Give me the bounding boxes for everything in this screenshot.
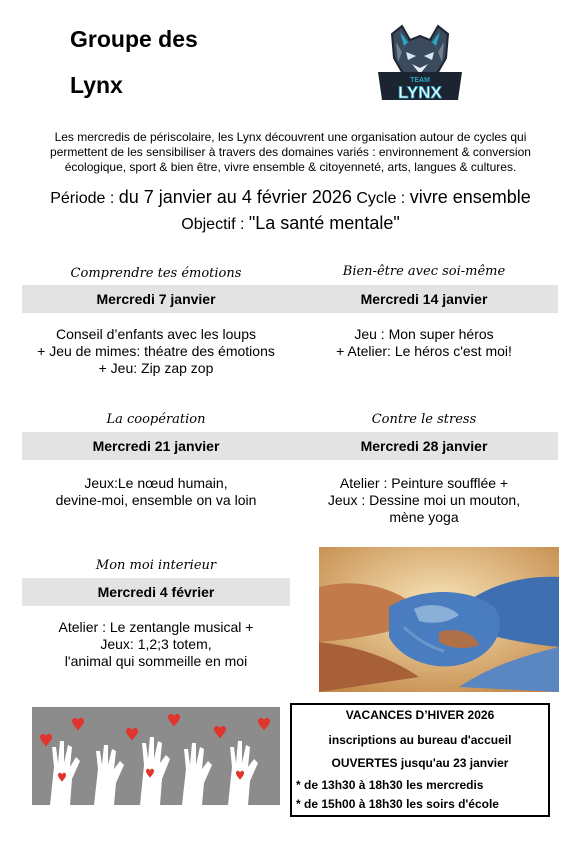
session-2-date: Mercredi 14 janvier (290, 285, 558, 313)
session-5-activities (22, 619, 290, 670)
raised-hands-hearts-image (32, 707, 280, 805)
session-4-date: Mercredi 28 janvier (290, 432, 558, 460)
session-5-activity-line: Atelier : Le zentangle musical + (58, 619, 254, 635)
session-2-activity-line: Jeu : Mon super héros (354, 326, 494, 342)
cycle-value: vivre ensemble (409, 187, 531, 207)
session-4-activity-line: Jeux : Dessine moi un mouton, (327, 492, 521, 508)
hands-earth-image (319, 547, 559, 692)
session-3-theme: La coopération (106, 412, 206, 427)
vacances-info-box (290, 703, 550, 817)
session-3-activity-line: devine-moi, ensemble on va loin (55, 492, 257, 508)
session-3-date: Mercredi 21 janvier (22, 432, 290, 460)
session-4-activity-line: mène yoga (389, 509, 459, 525)
session-5-date: Mercredi 4 février (22, 578, 290, 606)
session-2-theme: Bien-être avec soi-même (342, 264, 506, 279)
session-1-theme: Comprendre tes émotions (70, 266, 242, 281)
vacances-line-1: inscriptions au bureau d'accueil (328, 733, 512, 747)
session-1-activities (22, 326, 290, 377)
vacances-line-2: OUVERTES jusqu'au 23 janvier (331, 756, 509, 770)
session-3-activity-line: Jeux:Le nœud humain, (84, 475, 228, 491)
session-1-activity-line: Conseil d’enfants avec les loups (55, 326, 256, 342)
session-2-activity-line: + Atelier: Le héros c'est moi! (336, 343, 512, 359)
periode-value: du 7 janvier au 4 février 2026 (118, 187, 352, 207)
periode-label: Période : (50, 190, 115, 207)
session-1-activity-line: + Jeu: Zip zap zop (98, 360, 214, 376)
session-2-activities (290, 326, 558, 360)
session-5-activity-line: l'animal qui sommeille en moi (64, 653, 248, 669)
intro-paragraph: Les mercredis de périscolaire, les Lynx découvrent une organisation autour de cycles qui permettent de les sensibiliser à travers des domaines variés : environnement & conversion écologique, sport & bien être, vivre ensemble & citoyenneté, arts, langues & cultures. (50, 130, 531, 174)
vacances-line-3: * de 13h30 à 18h30 les mercredis (296, 778, 484, 792)
session-5-activity-line: Jeux: 1,2;3 totem, (100, 636, 212, 652)
session-1-activity-line: + Jeu de mimes: théatre des émotions (37, 343, 275, 359)
logo-team-text: TEAM (410, 77, 430, 84)
logo-lynx-text: LYNX (398, 83, 442, 102)
objectif-value: "La santé mentale" (248, 213, 400, 233)
objectif-line (0, 213, 581, 234)
session-1-date: Mercredi 7 janvier (22, 285, 290, 313)
objectif-label: Objectif : (181, 216, 245, 233)
page-title-line-1: Groupe des (70, 26, 198, 52)
page-title-line-2: Lynx (70, 72, 123, 98)
session-4-theme: Contre le stress (371, 412, 477, 427)
vacances-title: VACANCES D’HIVER 2026 (345, 708, 495, 722)
team-lynx-logo (372, 22, 468, 106)
vacances-line-4: * de 15h00 à 18h30 les soirs d'école (296, 797, 499, 811)
session-4-activity-line: Atelier : Peinture soufflée + (339, 475, 509, 491)
periode-line (0, 187, 581, 208)
session-3-activities (22, 475, 290, 509)
cycle-label: Cycle : (356, 190, 406, 207)
session-4-activities (290, 475, 558, 526)
session-5-theme: Mon moi interieur (95, 558, 217, 573)
